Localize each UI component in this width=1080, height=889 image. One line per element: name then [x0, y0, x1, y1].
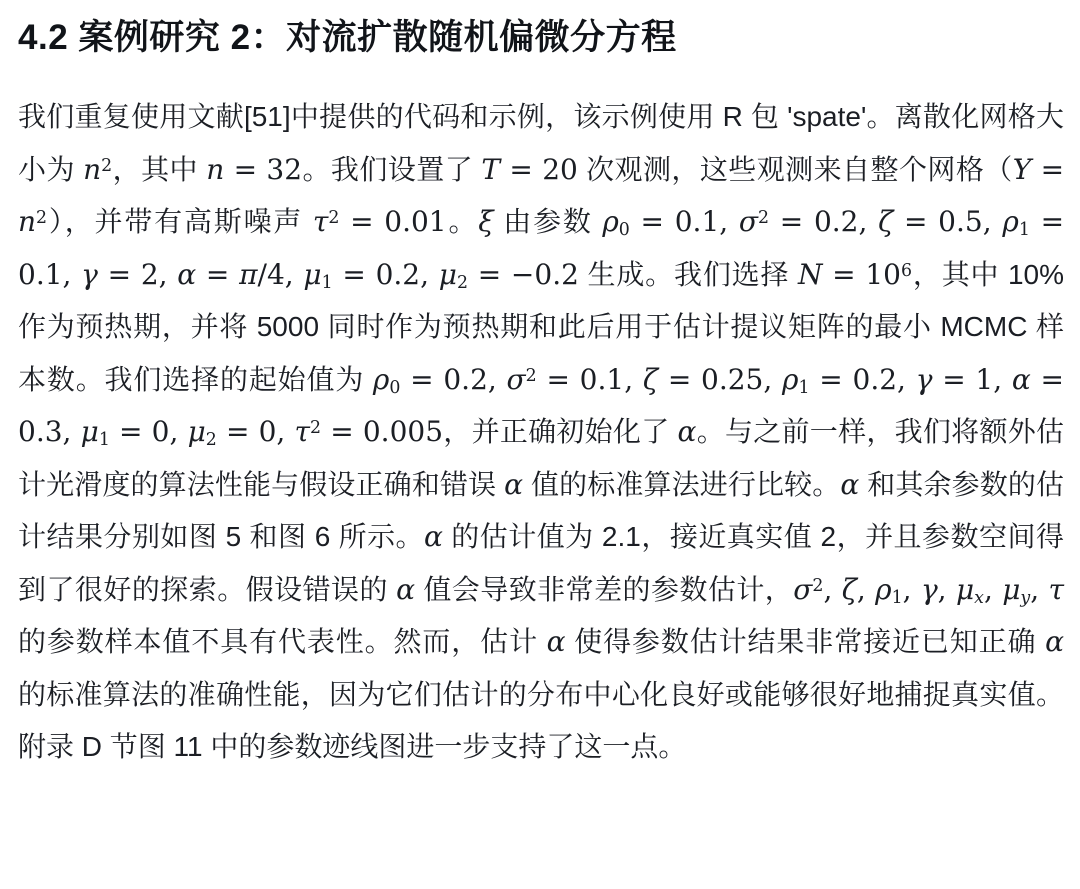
math-inline: n = 32 — [206, 152, 303, 186]
text-run: ，其中 10% 作为预热期，并将 5000 同时作为预热期和此后用于估计提议矩阵的最小 MCMC 样本数。我们选择的起始值为 — [18, 258, 1064, 395]
text-run: ，并正确初始化了 — [443, 416, 678, 448]
text-run: 使得参数估计结果非常接近已知正确 — [565, 626, 1046, 658]
text-run: 。 — [446, 206, 479, 238]
math-inline: α — [424, 520, 443, 554]
text-run: 。与之前一样，我们将额外估计光滑度的算法性能与假设正确和错误 — [18, 416, 1064, 500]
text-run: 的参数样本值不具有代表性。然而，估计 — [18, 626, 547, 658]
text-run: 我们重复使用文献[51]中提供的代码和示例，该示例使用 R 包 'spate'。离散化网格大小为 — [18, 101, 1064, 185]
math-inline: $\rho_0 = 0.1$, $\sigma^2 = 0.2$, ζ = 0.5, $\rho_1 = 0.1$, γ = 2, α = π/4, $\mu_1 = 0.2$, $\mu_2 = -0.2$ — [18, 205, 1065, 293]
text-run: 。我们设置了 — [302, 153, 482, 185]
body-paragraph — [18, 91, 1064, 774]
math-inline: $\rho_0 = 0.2$, $\sigma^2 = 0.1$, ζ = 0.25, $\rho_1 = 0.2$, γ = 1, α = 0.3, $\mu_1 = 0$, $\mu_2 = 0$, $\tau^2 = 0.005$ — [18, 362, 1065, 451]
math-inline: α — [677, 415, 697, 449]
math-inline: α — [546, 625, 566, 659]
math-inline: α — [504, 467, 524, 501]
math-inline: ξ — [478, 205, 494, 239]
math-inline: $N = 10^6$ — [797, 257, 913, 291]
text-run: 由参数 — [493, 206, 603, 238]
math-inline: $\tau^2 = 0.01$ — [312, 205, 447, 239]
text-run: 值的标准算法进行比较。 — [523, 468, 841, 500]
text-run: 和其余参数的估计结果分别如图 5 和图 6 所示。 — [18, 468, 1065, 553]
text-run: 值会导致非常差的参数估计， — [415, 573, 794, 605]
math-inline: T = 20 — [481, 152, 578, 186]
text-run: 的标准算法的准确性能，因为它们估计的分布中心化良好或能够很好地捕捉真实值。附录 D 节图 11 中的参数迹线图进一步支持了这一点。 — [18, 678, 1064, 763]
text-run: 次观测，这些观测来自整个网格（ — [577, 153, 1013, 185]
math-inline: α — [1045, 625, 1064, 659]
text-run: ，其中 — [112, 153, 207, 185]
math-inline: $\Upsilon = n^2$ — [18, 152, 1065, 239]
math-inline: α — [840, 467, 860, 501]
text-run: 生成。我们选择 — [578, 258, 798, 290]
section-heading: 4.2 案例研究 2：对流扩散随机偏微分方程 — [18, 18, 677, 57]
math-inline: α — [396, 572, 416, 606]
math-inline: $n^2$ — [83, 152, 113, 186]
text-run: 的估计值为 2.1，接近真实值 2，并且参数空间得到了很好的探索。假设错误的 — [18, 521, 1064, 605]
math-inline: $\sigma^2$, ζ, $\rho_1$, γ, $\mu_x$, $\mu_y$, τ — [793, 572, 1064, 608]
text-run: ），并带有高斯噪声 — [47, 206, 313, 238]
